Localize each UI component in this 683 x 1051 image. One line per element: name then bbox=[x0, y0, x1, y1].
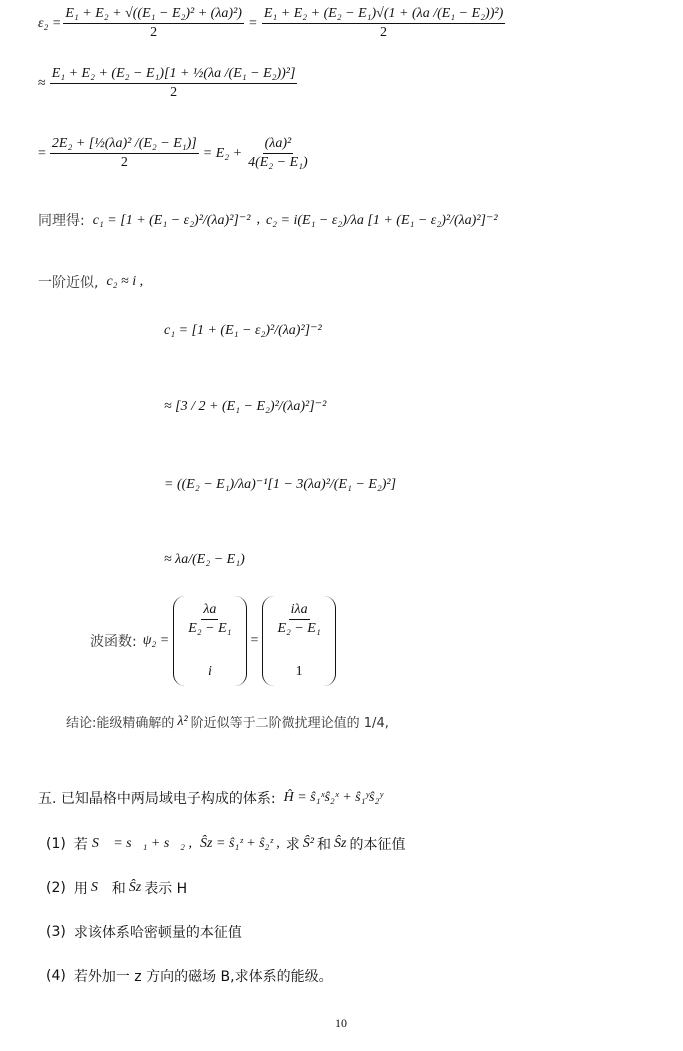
q1-text-b: 求 bbox=[285, 837, 300, 853]
first-order-line bbox=[38, 272, 143, 292]
q4-text: 若外加一 z 方向的磁场 B,求体系的能级。 bbox=[73, 969, 333, 985]
eps2-lhs: ε₂ = bbox=[38, 15, 62, 31]
c1-expression: c₁ = [1 + (E₁ − ε₂)²/(λa)²]⁻² bbox=[92, 212, 251, 228]
c1-step-4: ≈ λa/(E₂ − E₁) bbox=[164, 552, 245, 567]
matrix2-top-den: E₂ − E₁ bbox=[277, 621, 321, 636]
eq3-rhs-numerator: (λa)² bbox=[263, 136, 294, 154]
q2-number: (2) bbox=[46, 880, 66, 896]
eps2-frac1-numerator: E₁ + E₂ + √((E₁ − E₂)² + (λa)²) bbox=[63, 6, 244, 24]
conclusion-suffix: 阶近似等于二阶微扰理论值的 1/4, bbox=[190, 716, 389, 731]
c2-expression: c₂ = i(E₁ − ε₂)/λa [1 + (E₁ − ε₂)²/(λa)²]⁻² bbox=[265, 212, 498, 228]
q1-text-c: 和 bbox=[317, 837, 331, 853]
conclusion-prefix: 结论:能级精确解的 bbox=[66, 716, 175, 731]
eps2-frac2-denominator: 2 bbox=[380, 25, 388, 40]
eps2-frac2-numerator: E₁ + E₂ + (E₂ − E₁)√(1 + (λa /(E₁ − E₂))²) bbox=[262, 6, 505, 24]
matrix1-top-num: λa bbox=[201, 602, 218, 620]
q3-text: 求该体系哈密顿量的本征值 bbox=[73, 925, 242, 941]
approx1-fraction bbox=[50, 66, 298, 101]
question-1 bbox=[46, 834, 405, 854]
q2-text-c: 表示 H bbox=[144, 881, 188, 897]
eq3-numerator: 2E₂ + [½(λa)² /(E₂ − E₁)] bbox=[50, 136, 199, 154]
q3-number: (3) bbox=[46, 924, 66, 940]
wavefunction-label: 波函数: bbox=[90, 634, 137, 650]
similarly-label: 同理得: bbox=[38, 213, 85, 229]
problem5-title-line bbox=[38, 788, 383, 808]
eq3-fraction bbox=[50, 136, 199, 171]
matrix2-top-num: iλa bbox=[289, 602, 310, 620]
q1-Sz: Ŝz bbox=[334, 836, 347, 851]
wavefunction-line bbox=[90, 596, 336, 686]
eq3-rhs: = E₂ + bbox=[202, 145, 243, 161]
c1-step-3: = ((E₂ − E₁)/λa)⁻¹[1 − 3(λa)²/(E₁ − E₂)²] bbox=[164, 477, 397, 492]
psi2-symbol: ψ₂ = bbox=[142, 633, 170, 648]
page-number: 10 bbox=[335, 1016, 347, 1030]
problem5-hamiltonian: Ĥ = ŝ₁ˣŝ₂ˣ + ŝ₁ʸŝ₂ʸ bbox=[283, 790, 383, 805]
approx-equation-1: ≈ $\frac{\text{E₁ + E₂ + (E₂ − E₁)[1 + ½(λa /(E₁ − E₂))²]}}{2}$ bbox=[38, 66, 296, 100]
q2-text-b: 和 bbox=[111, 881, 126, 897]
eq3-rhs-fraction bbox=[246, 136, 310, 171]
wavefunction-matrix-2 bbox=[262, 596, 335, 686]
approx-equation-2: = $\frac{\text{2E₂ + [½(λa)² /(E₂ − E₁)]}}{2}$ = E₂ + $\frac{\text{(λa)²}}{\text{4(E₂ − E₁)}}$ bbox=[38, 136, 308, 170]
q2-text-a: 用 bbox=[73, 881, 88, 897]
matrix1-top-fraction bbox=[186, 602, 233, 637]
question-4 bbox=[46, 966, 333, 986]
matrix-equals: = bbox=[250, 633, 259, 648]
q1-text-d: 的本征值 bbox=[349, 837, 406, 853]
q1-S-def: S⃗ = s⃗₁ + s⃗₂ , bbox=[91, 836, 193, 851]
q1-Sz-def: Ŝz = ŝ₁ᶻ + ŝ₂ᶻ , bbox=[200, 836, 280, 851]
q2-S: S⃗ bbox=[90, 880, 109, 895]
matrix1-bottom: i bbox=[207, 664, 212, 679]
wavefunction-matrix-1 bbox=[173, 596, 246, 686]
c1-step-1: c₁ = [1 + (E₁ − ε₂)²/(λa)²]⁻² bbox=[164, 323, 322, 338]
matrix2-top-fraction bbox=[275, 602, 322, 637]
q4-number: (4) bbox=[46, 968, 66, 984]
conclusion-lambda2: λ² bbox=[177, 713, 188, 729]
question-3 bbox=[46, 922, 242, 942]
q1-text-a: 若 bbox=[73, 837, 88, 853]
question-2 bbox=[46, 878, 187, 898]
matrix2-bottom: 1 bbox=[295, 664, 303, 679]
approx1-numerator: E₁ + E₂ + (E₂ − E₁)[1 + ½(λa /(E₁ − E₂))²] bbox=[50, 66, 298, 84]
problem5-title: 五. 已知晶格中两局域电子构成的体系: bbox=[38, 791, 276, 807]
q1-number: (1) bbox=[46, 836, 66, 852]
conclusion-line bbox=[66, 712, 389, 731]
eps2-fraction-1 bbox=[63, 6, 244, 41]
c1-step-2: ≈ [3 / 2 + (E₁ − E₂)²/(λa)²]⁻² bbox=[164, 399, 327, 414]
eps2-fraction-2 bbox=[262, 6, 505, 41]
first-order-label: 一阶近似, bbox=[38, 275, 99, 291]
eq3-denominator: 2 bbox=[120, 155, 128, 170]
q2-Sz: Ŝz bbox=[128, 880, 142, 895]
c2-approx: c₂ ≈ i , bbox=[106, 274, 144, 289]
eq3-rhs-denominator: 4(E₂ − E₁) bbox=[248, 155, 308, 170]
eps2-frac1-denominator: 2 bbox=[150, 25, 158, 40]
eps2-equation: ε₂ = $\frac{\text{E₁ + E₂ + √((E₁ − E₂)² + (λa)²)}}{2}$ = $\frac{\text{E₁ + E₂ + (E₂ − E₁)√(1 + (λa /(E₁ − E₂))²)}}{2}$ bbox=[38, 6, 504, 40]
approx1-denominator: 2 bbox=[170, 85, 178, 100]
similarly-line: 同理得: c₁ = [1 + (E₁ − ε₂)²/(λa)²]⁻² , c₂ = i(E₁ − ε₂)/λa [1 + (E₁ − ε₂)²/(λa)²]⁻² bbox=[38, 212, 498, 229]
matrix1-top-den: E₂ − E₁ bbox=[188, 621, 232, 636]
q1-S2: Ŝ² bbox=[302, 836, 314, 851]
